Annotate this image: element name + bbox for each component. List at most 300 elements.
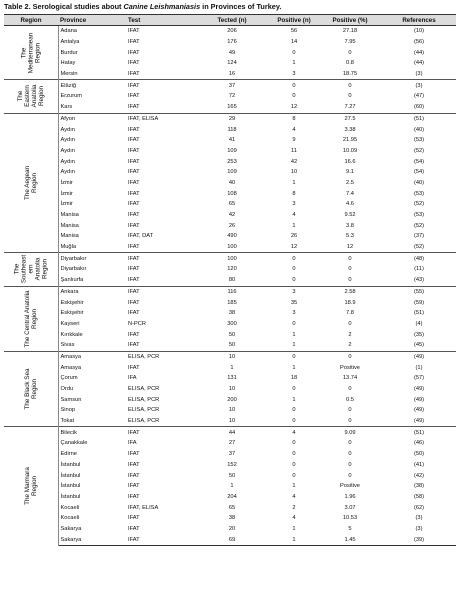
- tested-cell: 204: [227, 493, 237, 500]
- reference-cell: (54): [413, 169, 425, 176]
- positive-n-cell: 1: [292, 60, 296, 67]
- tested-cell: 50: [228, 342, 236, 349]
- table-row: [4, 534, 456, 545]
- province-cell: İstanbul: [60, 472, 81, 479]
- tested-cell: 50: [228, 472, 236, 479]
- positive-pct-cell: 0: [348, 386, 352, 393]
- positive-n-cell: 0: [270, 253, 318, 264]
- table-row: [4, 275, 456, 286]
- province-cell: Hatay: [60, 60, 76, 67]
- tested-cell: 100: [194, 253, 270, 264]
- province-cell: Antalya: [60, 39, 80, 46]
- table-row: [4, 297, 456, 308]
- positive-pct-cell: 18.9: [344, 299, 356, 306]
- province-cell: Kocaeli: [60, 515, 80, 522]
- reference-cell: (45): [413, 342, 425, 349]
- positive-n-cell: 0: [292, 320, 296, 327]
- reference-cell: (39): [382, 534, 456, 545]
- caption-prefix: Table 2. Serological studies about: [4, 2, 124, 11]
- header-region: Region: [4, 15, 58, 26]
- positive-pct-cell: 0: [318, 351, 382, 362]
- tested-cell: 69: [194, 534, 270, 545]
- tested-cell: 100: [227, 244, 237, 251]
- table-row: [4, 199, 456, 210]
- region-label-line: The: [20, 47, 28, 59]
- test-cell: ELISA, PCR: [128, 418, 160, 425]
- province-cell: Elâziğ: [58, 80, 126, 91]
- test-cell: IFAT: [128, 93, 140, 100]
- table-row: [4, 80, 456, 91]
- province-cell: Şanlıurfa: [60, 277, 84, 284]
- header-positive-pct: Positive (%): [318, 15, 382, 26]
- table-row: [4, 135, 456, 146]
- region-label-line: ern: [27, 264, 35, 275]
- header-test: Test: [126, 15, 194, 26]
- test-cell: IFAT: [128, 299, 140, 306]
- positive-pct-cell: 7.95: [344, 39, 356, 46]
- tested-cell: 72: [228, 93, 236, 100]
- positive-pct-cell: 0: [348, 93, 352, 100]
- positive-pct-cell: 9.52: [344, 212, 356, 219]
- test-cell: ELISA, PCR: [128, 407, 160, 414]
- test-cell: IFAT: [128, 525, 140, 532]
- tested-cell: 29: [194, 113, 270, 124]
- region-cell: [4, 80, 58, 113]
- tested-cell: 16: [228, 71, 236, 78]
- province-cell: Aydın: [60, 147, 75, 154]
- test-cell: N-PCR: [128, 320, 147, 327]
- reference-cell: (11): [414, 266, 424, 273]
- region-cell: [4, 286, 58, 351]
- table-row: [4, 242, 456, 253]
- positive-pct-cell: 3.8: [346, 222, 354, 229]
- reference-cell: (10): [382, 26, 456, 37]
- table-caption: [4, 2, 281, 11]
- tested-cell: 26: [228, 222, 236, 229]
- province-cell: Erzurum: [60, 93, 82, 100]
- positive-pct-cell: 1.96: [344, 493, 356, 500]
- positive-pct-cell: 10.09: [342, 147, 358, 154]
- positive-n-cell: 1: [292, 396, 296, 403]
- reference-cell: (58): [413, 493, 425, 500]
- positive-pct-cell: 0.8: [346, 60, 354, 67]
- table-row: [4, 146, 456, 157]
- tested-cell: 49: [228, 49, 236, 56]
- positive-pct-cell: 2: [348, 342, 352, 349]
- test-cell: IFAT: [128, 483, 140, 490]
- province-cell: Sakarya: [60, 525, 82, 532]
- positive-pct-cell: 0: [348, 277, 352, 284]
- tested-cell: 176: [227, 39, 237, 46]
- positive-n-cell: 4: [292, 212, 296, 219]
- region-label-line: The Black Sea: [23, 368, 31, 410]
- test-cell: IFAT: [128, 190, 140, 197]
- positive-n-cell: 1: [292, 179, 296, 186]
- test-cell: IFAT, DAT: [128, 233, 154, 240]
- table-row: [4, 253, 456, 264]
- positive-n-cell: 0: [292, 461, 296, 468]
- tested-cell: 131: [227, 375, 237, 382]
- tested-cell: 1: [230, 364, 234, 371]
- positive-n-cell: 3: [270, 286, 318, 297]
- positive-pct-cell: 0: [348, 49, 352, 56]
- table-row: [4, 37, 456, 48]
- table-row: [4, 178, 456, 189]
- table-row: [4, 308, 456, 319]
- positive-n-cell: 0: [292, 472, 296, 479]
- tested-cell: 42: [228, 212, 236, 219]
- tested-cell: 38: [228, 515, 236, 522]
- tested-cell: 109: [227, 169, 237, 176]
- province-cell: İstanbul: [60, 483, 81, 490]
- positive-n-cell: 0: [292, 440, 296, 447]
- reference-cell: (40): [413, 179, 425, 186]
- table-row: [4, 91, 456, 102]
- province-cell: Sinop: [60, 407, 76, 414]
- header-tested: Tected (n): [194, 15, 270, 26]
- positive-pct-cell: Positive: [340, 364, 360, 371]
- reference-cell: (49): [382, 351, 456, 362]
- province-cell: Sivas: [60, 342, 75, 349]
- province-cell: Bilecik: [58, 427, 126, 438]
- reference-cell: (55): [382, 286, 456, 297]
- reference-cell: (62): [413, 504, 425, 511]
- test-cell: IFAT: [128, 472, 140, 479]
- positive-pct-cell: 0: [348, 266, 352, 273]
- tested-cell: 40: [228, 179, 236, 186]
- positive-n-cell: 12: [290, 244, 298, 251]
- test-cell: IFAT: [128, 179, 140, 186]
- tested-cell: 65: [228, 201, 236, 208]
- table-row: [4, 26, 456, 37]
- positive-pct-cell: 0: [318, 80, 382, 91]
- region-label: [24, 166, 38, 200]
- test-cell: IFAT: [128, 277, 140, 284]
- table-row: [4, 102, 456, 113]
- positive-pct-cell: 9.09: [318, 427, 382, 438]
- reference-cell: (50): [413, 451, 425, 458]
- test-cell: IFAT: [126, 253, 194, 264]
- table-row: [4, 416, 456, 427]
- positive-pct-cell: 27.5: [318, 113, 382, 124]
- positive-n-cell: 1: [292, 331, 296, 338]
- province-cell: Çorum: [60, 375, 78, 382]
- table-row: [4, 188, 456, 199]
- reference-cell: (54): [413, 158, 425, 165]
- test-cell: IFAT: [128, 310, 140, 317]
- positive-n-cell: 4: [292, 515, 296, 522]
- positive-n-cell: 1: [292, 222, 296, 229]
- positive-n-cell: 0: [292, 266, 296, 273]
- region-label-line: Region: [30, 308, 38, 329]
- region-label-line: Region: [30, 379, 38, 400]
- province-cell: İstanbul: [60, 493, 81, 500]
- test-cell: IFAT: [128, 493, 140, 500]
- test-cell: IFAT: [128, 244, 140, 251]
- tested-cell: 10: [228, 407, 236, 414]
- province-cell: Mersin: [60, 71, 78, 78]
- tested-cell: 165: [227, 104, 237, 111]
- province-cell: Muğla: [60, 244, 76, 251]
- tested-cell: 37: [228, 451, 236, 458]
- region-cell: [4, 113, 58, 253]
- reference-cell: (35): [413, 331, 425, 338]
- positive-pct-cell: 18.75: [342, 71, 358, 78]
- table-row: [4, 47, 456, 58]
- reference-cell: (42): [413, 472, 425, 479]
- serology-table: [4, 14, 456, 546]
- test-cell: IFAT: [128, 39, 140, 46]
- test-cell: IFAT: [128, 364, 140, 371]
- table-row: [4, 156, 456, 167]
- region-label: [24, 290, 38, 347]
- positive-pct-cell: 1.45: [318, 534, 382, 545]
- region-label: [17, 85, 45, 108]
- table-row: [4, 286, 456, 297]
- table-row: [4, 319, 456, 330]
- table-row: [4, 113, 456, 124]
- positive-pct-cell: 2: [348, 331, 352, 338]
- province-cell: Tokat: [60, 418, 75, 425]
- province-cell: Eskişehir: [60, 310, 84, 317]
- positive-n-cell: 3: [292, 201, 296, 208]
- table-row: [4, 210, 456, 221]
- positive-n-cell: 1: [292, 342, 296, 349]
- table-row: [4, 384, 456, 395]
- reference-cell: (1): [415, 364, 423, 371]
- positive-pct-cell: 2.5: [346, 179, 354, 186]
- positive-n-cell: 35: [290, 299, 298, 306]
- region-label-line: Southeast: [20, 255, 28, 284]
- region-cell: [4, 351, 58, 427]
- table-row: [4, 220, 456, 231]
- positive-pct-cell: 13.74: [342, 375, 358, 382]
- positive-n-cell: 26: [290, 233, 298, 240]
- province-cell: Ankara: [58, 286, 126, 297]
- positive-n-cell: 10: [290, 169, 298, 176]
- reference-cell: (49): [413, 386, 425, 393]
- table-row: [4, 124, 456, 135]
- reference-cell: (48): [382, 253, 456, 264]
- positive-n-cell: 3: [292, 310, 296, 317]
- reference-cell: (4): [415, 320, 423, 327]
- province-cell: İstanbul: [60, 461, 81, 468]
- positive-pct-cell: 0: [348, 440, 352, 447]
- province-cell: Kocaeli: [60, 504, 80, 511]
- positive-pct-cell: 5.3: [346, 233, 354, 240]
- tested-cell: 38: [228, 310, 236, 317]
- positive-n-cell: 0: [292, 277, 296, 284]
- reference-cell: (56): [413, 39, 425, 46]
- test-cell: IFAT: [128, 331, 140, 338]
- test-cell: IFAT, ELISA: [126, 113, 194, 124]
- region-label-line: The Central Anatolia: [23, 290, 31, 348]
- positive-n-cell: 1: [292, 483, 296, 490]
- positive-n-cell: 4: [270, 427, 318, 438]
- region-label: [13, 255, 48, 283]
- test-cell: IFAT: [128, 158, 140, 165]
- tested-cell: 152: [227, 461, 237, 468]
- province-cell: İzmir: [60, 179, 73, 186]
- region-label-line: Anatolia: [30, 85, 38, 108]
- positive-n-cell: 8: [292, 190, 296, 197]
- positive-pct-cell: 0: [318, 253, 382, 264]
- test-cell: IFAT: [126, 286, 194, 297]
- province-cell: Aydın: [60, 137, 75, 144]
- province-cell: Adana: [58, 26, 126, 37]
- positive-n-cell: 1: [292, 525, 296, 532]
- province-cell: Diyarbakır: [58, 253, 126, 264]
- table-row: [4, 264, 456, 275]
- tested-cell: 116: [194, 286, 270, 297]
- region-label: [24, 468, 38, 506]
- positive-pct-cell: 7.27: [344, 104, 356, 111]
- reference-cell: (46): [413, 440, 425, 447]
- region-label-line: The Marmara: [23, 467, 31, 506]
- positive-pct-cell: 0: [348, 472, 352, 479]
- positive-pct-cell: 27.18: [318, 26, 382, 37]
- positive-n-cell: 18: [290, 375, 298, 382]
- positive-n-cell: 0: [292, 93, 296, 100]
- province-cell: İzmir: [60, 190, 73, 197]
- reference-cell: (53): [413, 212, 425, 219]
- header-positive-n: Positive (n): [270, 15, 318, 26]
- province-cell: Kars: [60, 104, 73, 111]
- positive-n-cell: 0: [292, 451, 296, 458]
- table-row: [4, 513, 456, 524]
- positive-n-cell: 3: [292, 71, 296, 78]
- province-cell: Sakarya: [58, 534, 126, 545]
- test-cell: IFAT: [128, 137, 140, 144]
- reference-cell: (52): [413, 201, 425, 208]
- tested-cell: 185: [227, 299, 237, 306]
- header-province: Province: [58, 15, 126, 26]
- positive-pct-cell: 9.1: [346, 169, 354, 176]
- test-cell: IFAT: [128, 104, 140, 111]
- tested-cell: 80: [228, 277, 236, 284]
- caption-suffix: in Provinces of Turkey.: [200, 2, 282, 11]
- table-row: [4, 231, 456, 242]
- reference-cell: (3): [415, 71, 423, 78]
- tested-cell: 300: [227, 320, 237, 327]
- reference-cell: (59): [413, 299, 425, 306]
- tested-cell: 120: [227, 266, 237, 273]
- test-cell: IFAT: [126, 80, 194, 91]
- table-row: [4, 394, 456, 405]
- test-cell: IFAT: [128, 147, 140, 154]
- tested-cell: 124: [227, 60, 237, 67]
- tested-cell: 200: [227, 396, 237, 403]
- tested-cell: 50: [228, 331, 236, 338]
- province-cell: Amasya: [60, 364, 82, 371]
- test-cell: ELISA, PCR: [126, 351, 194, 362]
- reference-cell: (53): [413, 137, 425, 144]
- positive-n-cell: 0: [292, 386, 296, 393]
- test-cell: IFAT: [128, 49, 140, 56]
- region-label-line: Mediterranean: [27, 32, 35, 74]
- region-cell: [4, 253, 58, 286]
- table-row: [4, 460, 456, 471]
- positive-pct-cell: 0: [348, 320, 352, 327]
- test-cell: IFAT, ELISA: [128, 504, 159, 511]
- positive-pct-cell: 21.95: [342, 137, 358, 144]
- region-label-line: Region: [30, 476, 38, 497]
- reference-cell: (41): [413, 461, 425, 468]
- positive-pct-cell: 16.6: [344, 158, 356, 165]
- positive-n-cell: 4: [292, 493, 296, 500]
- reference-cell: (40): [413, 126, 425, 133]
- reference-cell: (43): [413, 277, 425, 284]
- tested-cell: 27: [228, 440, 236, 447]
- test-cell: IFAT: [128, 126, 140, 133]
- province-cell: Manisa: [60, 233, 79, 240]
- test-cell: IFAT: [126, 534, 194, 545]
- positive-pct-cell: Positive: [340, 483, 360, 490]
- test-cell: ELISA, PCR: [128, 386, 160, 393]
- test-cell: IFAT: [128, 71, 140, 78]
- tested-cell: 118: [227, 126, 237, 133]
- region-label-line: The: [13, 264, 21, 275]
- reference-cell: (52): [413, 147, 425, 154]
- reference-cell: (3): [382, 80, 456, 91]
- positive-pct-cell: 0: [348, 451, 352, 458]
- positive-n-cell: 2: [292, 504, 296, 511]
- test-cell: IFAT: [128, 461, 140, 468]
- region-label-line: Region: [37, 86, 45, 107]
- table-row: [4, 470, 456, 481]
- positive-pct-cell: 0: [348, 407, 352, 414]
- table-row: [4, 524, 456, 535]
- province-cell: Amasya: [58, 351, 126, 362]
- table-row: [4, 492, 456, 503]
- table-row: [4, 329, 456, 340]
- province-cell: Burdur: [60, 49, 78, 56]
- reference-cell: (60): [413, 104, 425, 111]
- province-cell: Ordu: [60, 386, 74, 393]
- table-row: [4, 449, 456, 460]
- region-label: [24, 369, 38, 410]
- tested-cell: 65: [228, 504, 236, 511]
- tested-cell: 206: [194, 26, 270, 37]
- reference-cell: (44): [413, 49, 425, 56]
- positive-n-cell: 0: [292, 49, 296, 56]
- positive-n-cell: 9: [292, 137, 296, 144]
- tested-cell: 253: [227, 158, 237, 165]
- tested-cell: 44: [194, 427, 270, 438]
- test-cell: IFAT: [128, 60, 140, 67]
- province-cell: Manisa: [60, 222, 79, 229]
- province-cell: Aydın: [60, 126, 75, 133]
- province-cell: Çanakkale: [60, 440, 88, 447]
- province-cell: İzmir: [60, 201, 73, 208]
- positive-n-cell: 8: [270, 113, 318, 124]
- province-cell: Eskişehir: [60, 299, 84, 306]
- caption-italic: Canine Leishmaniasis: [123, 2, 201, 11]
- positive-pct-cell: 10.53: [342, 515, 358, 522]
- positive-n-cell: 0: [292, 407, 296, 414]
- table-row: [4, 502, 456, 513]
- test-cell: IFAT: [126, 26, 194, 37]
- reference-cell: (49): [413, 418, 425, 425]
- reference-cell: (49): [413, 396, 425, 403]
- province-cell: Kırıkkale: [60, 331, 83, 338]
- positive-n-cell: 0: [292, 418, 296, 425]
- province-cell: Aydın: [60, 158, 75, 165]
- table-row: [4, 373, 456, 384]
- reference-cell: (52): [413, 244, 425, 251]
- region-label-line: The: [16, 91, 24, 102]
- reference-cell: (38): [413, 483, 425, 490]
